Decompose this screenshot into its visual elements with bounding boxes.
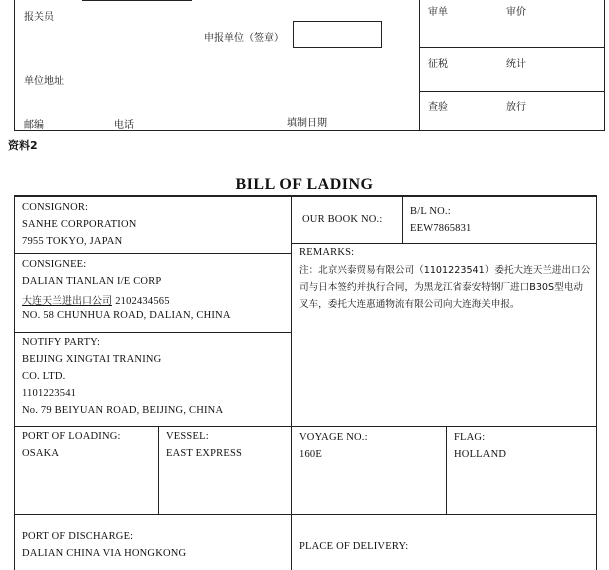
statistics-label: 统计	[506, 59, 526, 70]
notify-party-label: NOTIFY PARTY:	[22, 337, 101, 348]
consignee-address: NO. 58 CHUNHUA ROAD, DALIAN, CHINA	[22, 310, 231, 321]
review-label: 审单	[428, 7, 448, 18]
vessel-value: EAST EXPRESS	[166, 448, 243, 459]
form-left-border	[14, 0, 15, 131]
place-of-delivery-label: PLACE OF DELIVERY:	[299, 541, 409, 552]
notify-party-address: No. 79 BEIYUAN ROAD, BEIJING, CHINA	[22, 405, 224, 416]
bl-loading-vessel-divider	[158, 427, 159, 515]
form-column-divider	[419, 0, 420, 131]
consignee-code: 2102434565	[115, 296, 170, 307]
phone-label: 电话	[114, 120, 134, 131]
consignee-name: DALIAN TIANLAN I/E CORP	[22, 276, 162, 287]
form-right-row-line-2	[420, 91, 604, 92]
our-book-no-label: OUR BOOK NO.:	[302, 214, 383, 225]
form-bottom-border	[14, 130, 605, 131]
flag-value: HOLLAND	[454, 449, 507, 460]
remarks-text: 注：北京兴泰贸易有限公司（1101223541）委托大连天兰进出口公司与日本签约并执行合同，为黑龙江省泰安特钢厂进口B30S型电动叉车，委托大连惠通物流有限公司向大连海关申报。	[299, 265, 591, 310]
flag-label: FLAG:	[454, 432, 486, 443]
tax-label: 征税	[428, 59, 448, 70]
bl-notify-line	[15, 426, 597, 427]
bl-no-label: B/L NO.:	[410, 206, 451, 217]
bl-consignor-line	[15, 253, 291, 254]
fill-date-label: 填制日期	[287, 118, 327, 129]
consignee-cn-name: 大连天兰进出口公司	[22, 296, 112, 307]
vessel-label: VESSEL:	[166, 431, 209, 442]
release-label: 放行	[506, 102, 526, 113]
bl-no-value: EEW7865831	[410, 223, 472, 234]
consignor-label: CONSIGNOR:	[22, 202, 89, 213]
voyage-no-label: VOYAGE NO.:	[299, 432, 368, 443]
bl-top-border	[14, 195, 597, 197]
port-of-loading-label: PORT OF LOADING:	[22, 431, 121, 442]
notify-party-code: 1101223541	[22, 388, 77, 399]
section-label: 资料2	[8, 139, 38, 152]
form-right-border	[604, 0, 605, 131]
bl-consignee-line	[15, 332, 291, 333]
declaring-unit-seal-label: 申报单位（签章）	[204, 33, 284, 44]
bl-right-header-line	[292, 243, 596, 244]
declarant-label: 报关员	[24, 12, 54, 23]
document-title: BILL OF LADING	[235, 176, 374, 193]
inspection-label: 查验	[428, 102, 448, 113]
remarks-label: REMARKS:	[299, 247, 355, 258]
bl-book-no-divider	[402, 196, 403, 243]
consignor-address: 7955 TOKYO, JAPAN	[22, 236, 123, 247]
notify-party-company-suffix: CO. LTD.	[22, 371, 66, 382]
postcode-label: 邮编	[24, 120, 44, 131]
bl-voyage-flag-divider	[446, 427, 447, 515]
consignor-name: SANHE CORPORATION	[22, 219, 137, 230]
unit-address-label: 单位地址	[24, 76, 64, 87]
port-of-discharge-label: PORT OF DISCHARGE:	[22, 531, 134, 542]
form-top-cut-line	[82, 0, 192, 1]
consignee-cn-line	[22, 292, 170, 307]
port-of-discharge-value: DALIAN CHINA VIA HONGKONG	[22, 548, 187, 559]
voyage-no-value: 160E	[299, 449, 322, 460]
notify-party-name: BEIJING XINGTAI TRANING	[22, 354, 162, 365]
form-right-row-line-1	[420, 47, 604, 48]
seal-box	[293, 21, 382, 48]
bl-ports-line	[15, 514, 597, 515]
port-of-loading-value: OSAKA	[22, 448, 60, 459]
pricing-label: 审价	[506, 7, 526, 18]
consignee-label: CONSIGNEE:	[22, 259, 87, 270]
